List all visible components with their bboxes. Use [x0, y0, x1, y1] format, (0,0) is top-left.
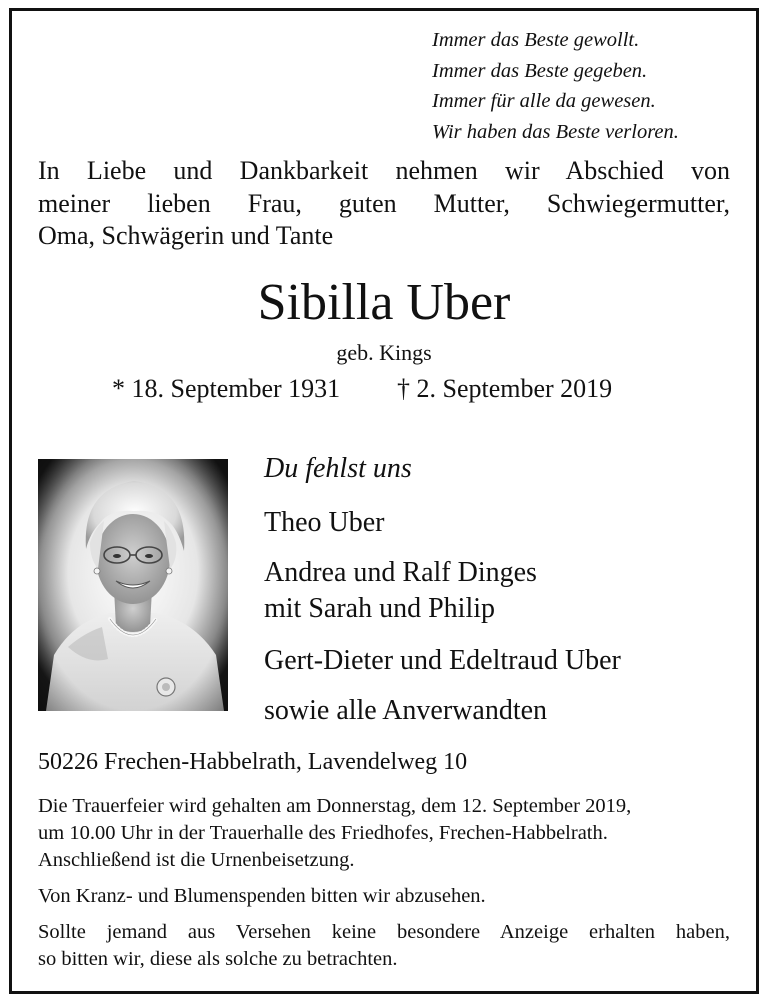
portrait-image	[38, 459, 228, 711]
flowers-line: Von Kranz- und Blumenspenden bitten wir abzusehen.	[38, 885, 486, 907]
intro-line: meiner lieben Frau, guten Mutter, Schwiegermutter,	[38, 188, 730, 218]
poem-line: Immer das Beste gegeben.	[432, 59, 648, 82]
funeral-line: Die Trauerfeier wird gehalten am Donnerstag, dem 12. September 2019,	[38, 795, 632, 817]
mourner-name: mit Sarah und Philip	[264, 593, 495, 624]
portrait-photo	[38, 459, 228, 711]
notice-line: so bitten wir, diese als solche zu betrachten.	[38, 948, 398, 970]
farewell-intro	[38, 155, 730, 253]
intro-line: Oma, Schwägerin und Tante	[38, 221, 334, 250]
memorial-poem	[432, 25, 679, 147]
funeral-line: um 10.00 Uhr in der Trauerhalle des Friedhofes, Frechen-Habbelrath.	[38, 822, 608, 844]
deceased-name: Sibilla Uber	[257, 274, 511, 331]
notice-line: Sollte jemand aus Versehen keine besondere Anzeige erhalten haben,	[38, 921, 730, 943]
death-date: † 2. September 2019	[397, 374, 613, 403]
flowers-request	[38, 883, 730, 910]
mourner-name: Andrea und Ralf Dinges	[264, 557, 537, 588]
intro-line: In Liebe und Dankbarkeit nehmen wir Abschied von	[38, 156, 730, 185]
poem-line: Wir haben das Beste verloren.	[432, 120, 679, 143]
funeral-info	[38, 793, 730, 874]
funeral-line: Anschließend ist die Urnenbeisetzung.	[38, 849, 355, 871]
mourner-name: sowie alle Anverwandten	[264, 695, 548, 726]
birth-date: * 18. September 1931	[112, 374, 341, 403]
mourners-heading: Du fehlst uns	[264, 453, 412, 484]
notice-statement	[38, 919, 730, 973]
poem-line: Immer das Beste gewollt.	[432, 29, 640, 51]
mourner-name: Gert-Dieter und Edeltraud Uber	[264, 645, 621, 676]
family-address: 50226 Frechen-Habbelrath, Lavendelweg 10	[38, 749, 468, 775]
mourner-name: Theo Uber	[264, 507, 385, 538]
funeral-details	[38, 793, 730, 982]
maiden-name: geb. Kings	[336, 340, 432, 365]
poem-line: Immer für alle da gewesen.	[432, 90, 656, 112]
obituary-notice	[9, 8, 759, 994]
